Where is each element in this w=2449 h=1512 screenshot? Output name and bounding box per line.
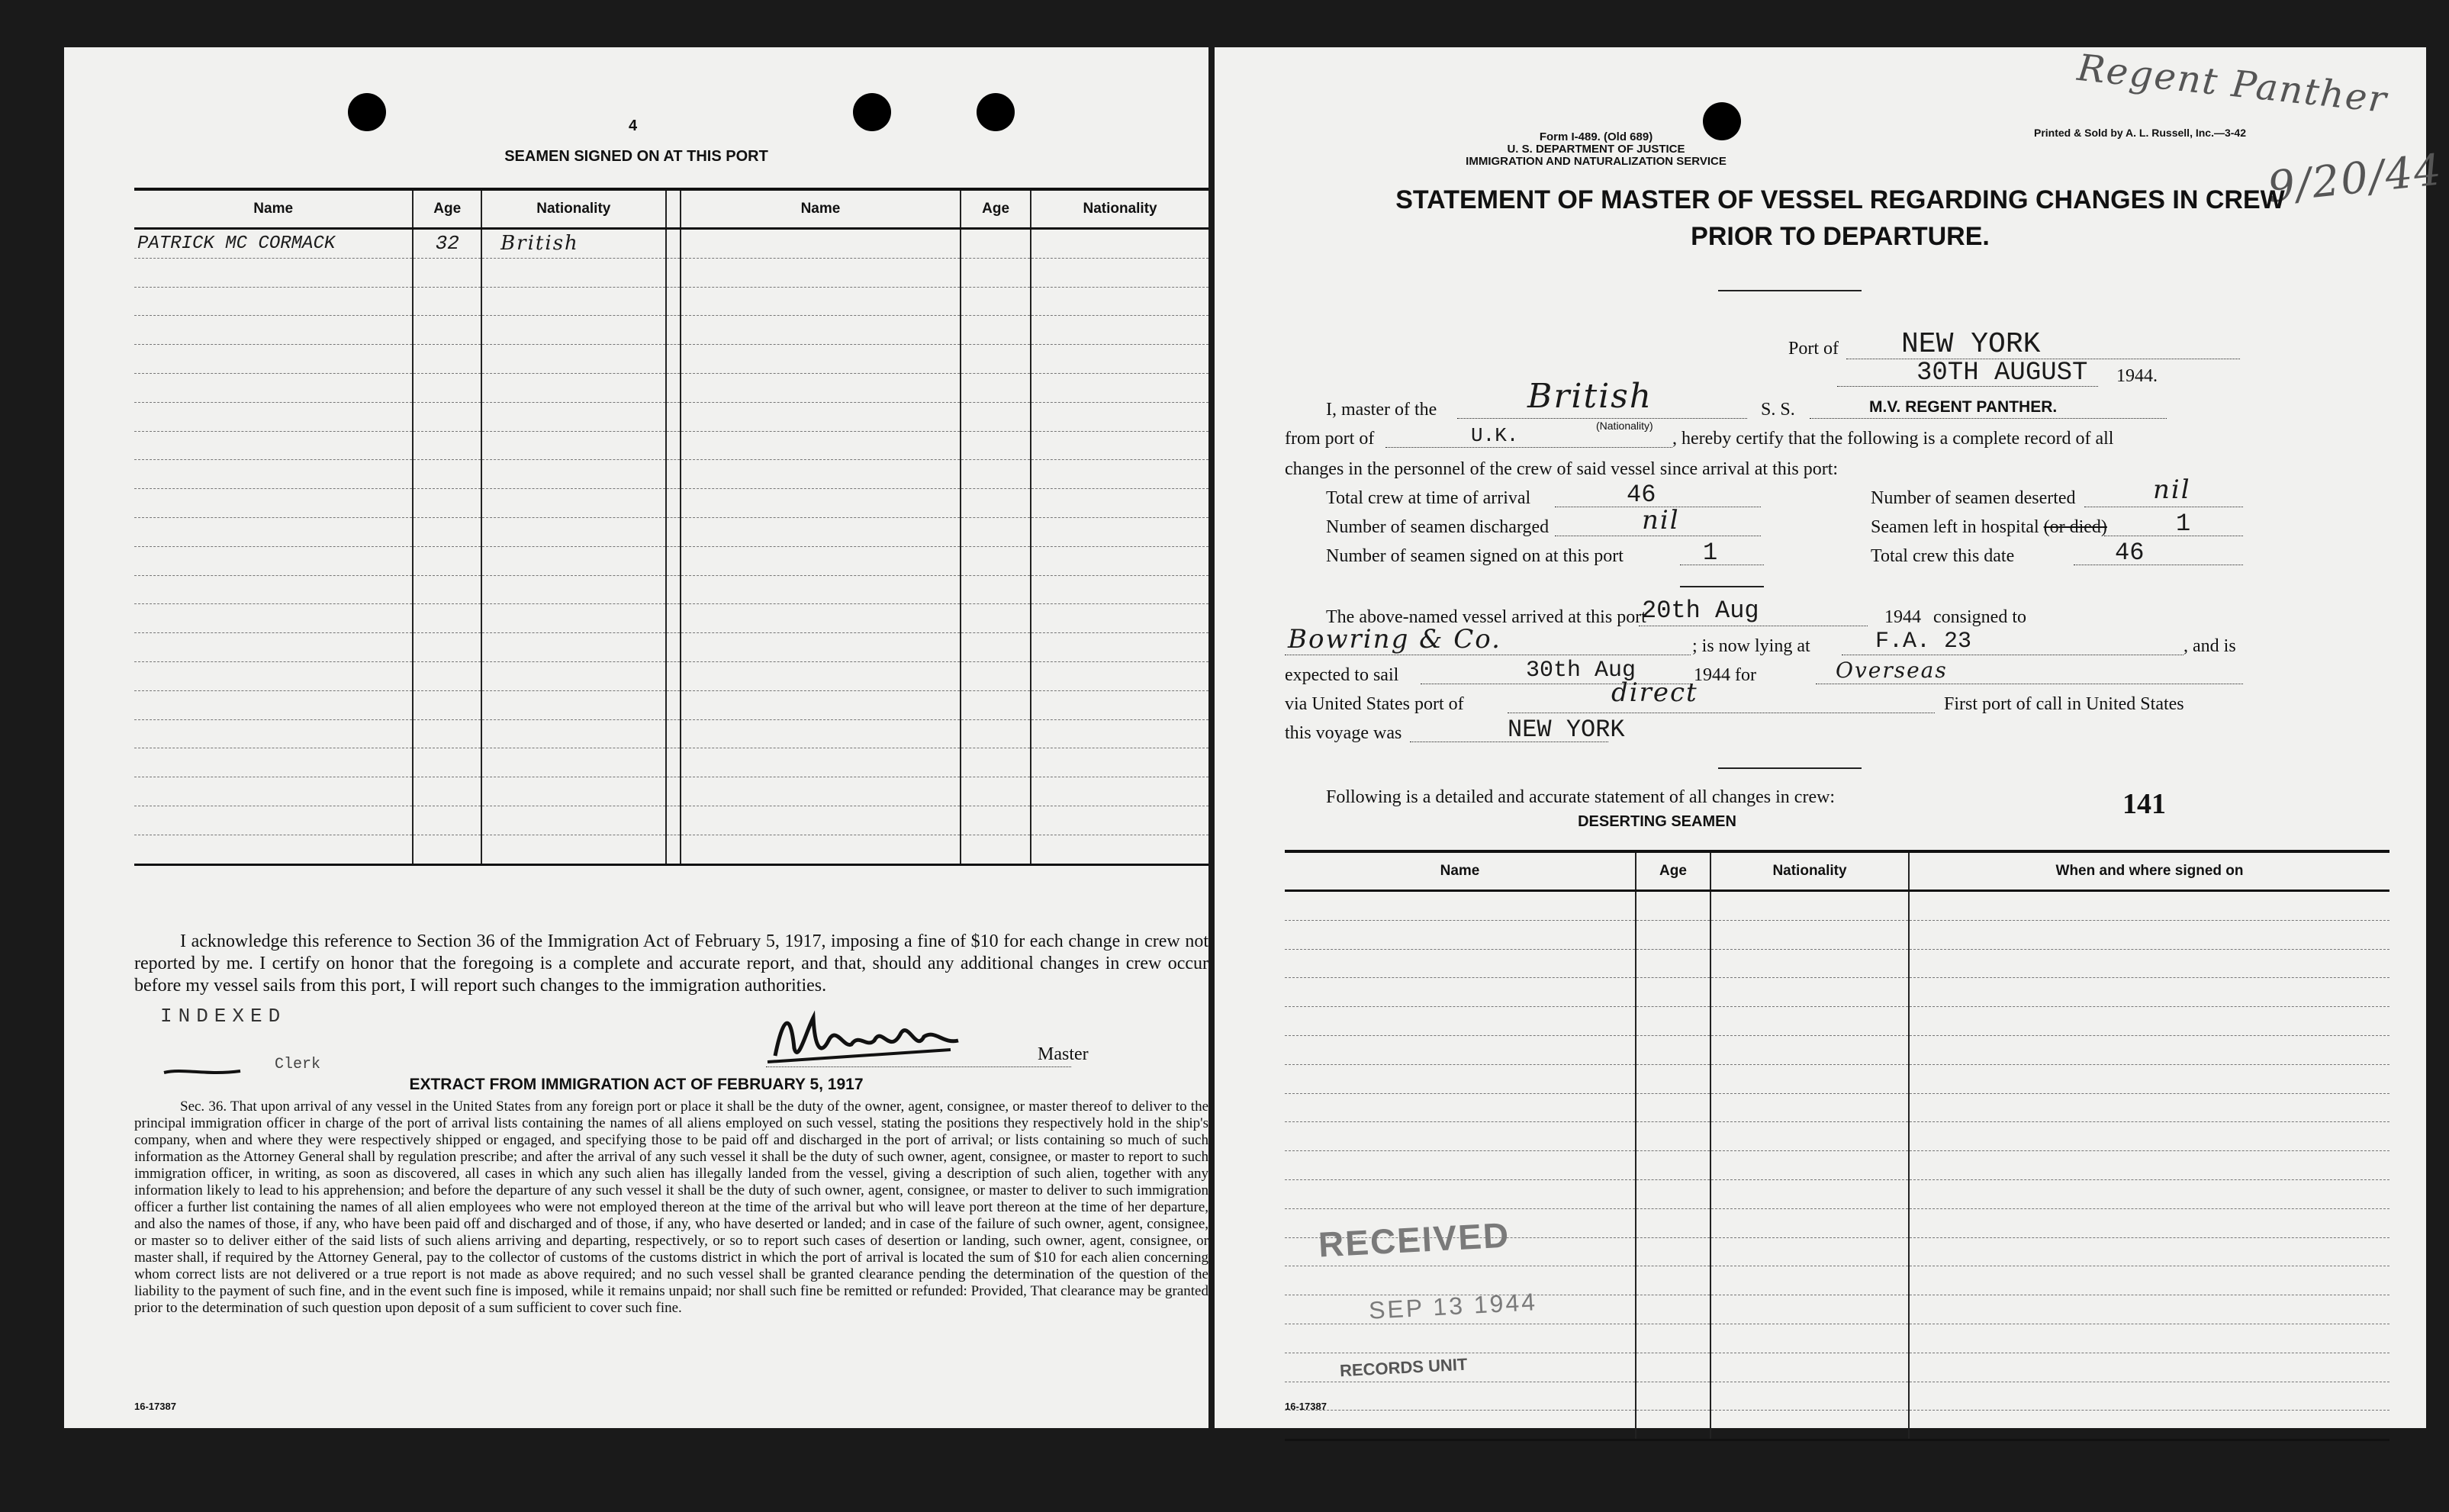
first-port-label: First port of call in United States	[1944, 694, 2184, 714]
deserted-value: nil	[2153, 475, 2191, 505]
from-port-value: U.K.	[1471, 424, 1519, 447]
column-header: Age	[413, 189, 481, 229]
via-label: via United States port of	[1285, 694, 1464, 714]
stamp-number: 141	[2122, 788, 2166, 820]
clerk-label: Clerk	[275, 1056, 321, 1073]
form-header	[1367, 131, 1825, 168]
master-of-label: I, master of the	[1326, 400, 1437, 420]
deserted-label: Number of seamen deserted	[1871, 488, 2076, 508]
total-arrival-value: 46	[1627, 481, 1656, 509]
signed-on-value: 1	[1703, 539, 1718, 567]
and-is-label: , and is	[2184, 636, 2236, 656]
table-row	[1285, 1151, 2389, 1180]
extract-text: Sec. 36. That upon arrival of any vessel in the United States from any foreign port or place it shall be the duty of the owner, agent, consignee, or master thereof to deliver to the principal immigration officer in charge of the port of arrival lists containing the names of all aliens employed on such vessel, stating the positions they respectively hold in the ship's company, when and where they were respectively shipped or engaged, and specifying those to be paid off and discharged in the port of arrival; or lists containing so much of such information as the Attorney General shall by regulation prescribe; and after the arrival of any such vessel it shall be the duty of such owner, agent, consignee, or master to report to such immigration officer, in writing, as soon as discovered, all cases in which any such alien has illegally landed from the vessel, giving a description of such alien, together with any information likely to lead to his apprehension; and before the departure of any such vessel it shall be the duty of such owner, agent, consignee, or master to deliver to such immigration officer a further list containing the names of all alien employees who were not employed thereon at the time of the arrival but who will leave port thereon at the time of her departure, and also the names of those, if any, who have been paid off and discharged and of those, if any, who have deserted or landed; and in case of the failure of such owner, agent, consignee, or master so to deliver either of the said lists of such aliens arriving and departing, respectively, or so to report such cases of desertion or landing, such owner, agent, consignee, or master shall, if required by the Attorney General, pay to the collector of customs of the customs district in which the port of arrival is located the sum of $10 for each alien concerning whom correct lists are not delivered or a true report is not made as above required; and no such vessel shall be granted clearance pending the determination of the question of the liability to the payment of such fine, and in the event such fine is imposed, while it remains unpaid; nor shall such fine be remitted or refunded: Provided, That clearance may be granted prior to the determination of such question upon deposit of a sum sufficient to cover such fine.	[134, 1099, 1208, 1316]
column-header: Age	[1636, 851, 1710, 891]
seaman-name: PATRICK MC CORMACK	[134, 229, 413, 259]
column-header: Nationality	[1710, 851, 1909, 891]
right-page	[1215, 46, 2445, 1428]
table-row	[134, 690, 1208, 719]
table-row	[1285, 1266, 2389, 1295]
table-row	[134, 777, 1208, 806]
punch-hole	[853, 93, 891, 131]
hospital-struck-text: (or died)	[2043, 517, 2107, 537]
form-title	[1276, 182, 2405, 255]
table-row	[1285, 1093, 2389, 1122]
table-row	[134, 806, 1208, 835]
records-unit-stamp: RECORDS UNIT	[1339, 1354, 1468, 1381]
column-header: Name	[134, 189, 413, 229]
total-arrival-label: Total crew at time of arrival	[1326, 488, 1531, 508]
expected-year: 1944 for	[1694, 665, 1756, 685]
seaman-nationality: British	[481, 229, 665, 259]
lying-value: F.A. 23	[1875, 629, 1972, 655]
arrived-year: 1944	[1884, 607, 1921, 627]
table-row	[134, 604, 1208, 633]
column-header: Nationality	[1031, 189, 1208, 229]
table-row	[1285, 891, 2389, 921]
table-row	[134, 575, 1208, 604]
printer-line: Printed & Sold by A. L. Russell, Inc.—3-42	[2034, 127, 2246, 139]
table-row	[134, 460, 1208, 489]
table-row	[1285, 978, 2389, 1007]
table-row	[1285, 1382, 2389, 1411]
voyage-label: this voyage was	[1285, 723, 1402, 743]
deserting-table	[1285, 850, 2389, 1441]
page-number: 4	[629, 117, 638, 134]
discharged-value: nil	[1642, 505, 1680, 536]
following-text: Following is a detailed and accurate statement of all changes in crew:	[1326, 787, 1836, 807]
table-row	[134, 316, 1208, 345]
table-row	[134, 229, 1208, 259]
vessel-value: M.V. REGENT PANTHER.	[1869, 398, 2058, 416]
voyage-value: NEW YORK	[1508, 716, 1625, 744]
table-row	[134, 748, 1208, 777]
department: U. S. DEPARTMENT OF JUSTICE	[1507, 143, 1685, 156]
table-row	[134, 431, 1208, 460]
hospital-value: 1	[2176, 510, 2191, 538]
left-page	[64, 47, 1208, 1428]
table-row	[134, 345, 1208, 374]
port-value: NEW YORK	[1901, 328, 2041, 361]
punch-hole	[348, 93, 386, 131]
signed-on-table	[134, 188, 1208, 866]
signed-on-label: Number of seamen signed on at this port	[1326, 546, 1624, 566]
table-row	[134, 633, 1208, 662]
punch-hole	[977, 93, 1015, 131]
arrived-label: The above-named vessel arrived at this port	[1326, 607, 1646, 627]
form-code: 16-17387	[134, 1401, 176, 1412]
handwritten-date-note: 9/20/44	[2265, 145, 2445, 213]
hospital-label	[1871, 517, 2107, 538]
consignee: Bowring & Co.	[1288, 624, 1501, 655]
received-date-stamp: SEP 13 1944	[1368, 1288, 1538, 1324]
expected-date: 30th Aug	[1526, 658, 1636, 684]
section-title: SEAMEN SIGNED ON AT THIS PORT	[504, 148, 768, 165]
certify-text: , hereby certify that the following is a complete record of all	[1672, 429, 2114, 449]
via-value: direct	[1611, 677, 1698, 708]
table-row	[1285, 920, 2389, 949]
column-header: When and where signed on	[1909, 851, 2389, 891]
table-row	[1285, 1411, 2389, 1440]
table-row	[1285, 1324, 2389, 1353]
deserting-title: DESERTING SEAMEN	[1578, 813, 1736, 830]
table-row	[1285, 1122, 2389, 1151]
service: IMMIGRATION AND NATURALIZATION SERVICE	[1466, 155, 1727, 168]
handwritten-vessel-note: Regent Panther	[2075, 46, 2390, 122]
table-row	[1285, 1035, 2389, 1064]
indexed-stamp: INDEXED	[160, 1005, 287, 1028]
table-row	[134, 661, 1208, 690]
table-row	[1285, 949, 2389, 978]
table-header	[134, 189, 1208, 229]
destination: Overseas	[1836, 658, 1948, 683]
expected-label: expected to sail	[1285, 665, 1399, 685]
column-header: Nationality	[481, 189, 665, 229]
column-header: Name	[681, 189, 961, 229]
certify-text-2: changes in the personnel of the crew of said vessel since arrival at this port:	[1285, 459, 1839, 479]
discharged-label: Number of seamen discharged	[1326, 517, 1550, 537]
form-code: 16-17387	[1285, 1401, 1327, 1412]
arrived-date: 20th Aug	[1642, 597, 1759, 625]
table-row	[1285, 1179, 2389, 1208]
ss-label: S. S.	[1761, 400, 1795, 420]
hospital-text: Seamen left in hospital	[1871, 517, 2039, 537]
date-value: 30TH AUGUST	[1916, 359, 2088, 388]
total-date-label: Total crew this date	[1871, 546, 2015, 566]
table-row	[134, 258, 1208, 287]
table-row	[134, 287, 1208, 316]
table-row	[1285, 1064, 2389, 1093]
year-value: 1944.	[2116, 366, 2158, 386]
title-line-2: PRIOR TO DEPARTURE.	[1691, 222, 1990, 251]
column-header: Age	[961, 189, 1031, 229]
received-stamp: RECEIVED	[1317, 1214, 1511, 1265]
total-date-value: 46	[2115, 539, 2145, 567]
table-row	[134, 402, 1208, 431]
table-row	[134, 835, 1208, 864]
table-row	[134, 373, 1208, 402]
table-header	[1285, 851, 2389, 891]
table-row	[134, 719, 1208, 748]
consigned-label: consigned to	[1933, 607, 2026, 627]
master-label: Master	[1038, 1044, 1089, 1064]
seaman-age: 32	[413, 229, 481, 259]
nationality-value: British	[1527, 377, 1653, 416]
lying-label: ; is now lying at	[1692, 636, 1810, 656]
from-port-label: from port of	[1285, 429, 1375, 449]
nationality-caption: (Nationality)	[1596, 420, 1653, 432]
port-label: Port of	[1788, 339, 1839, 359]
column-header: Name	[1285, 851, 1636, 891]
table-row	[134, 489, 1208, 518]
acknowledgement-text: I acknowledge this reference to Section 36 of the Immigration Act of February 5, 1917, imposing a fine of $10 for each change in crew not reported by me. I certify on honor that the foregoing is a complete and accurate report, and that, should any additional changes in crew occur before my vessel sails from this port, I will report such changes to the immigration authorities.	[134, 931, 1208, 996]
form-number: Form I-489. (Old 689)	[1539, 130, 1653, 143]
master-signature	[760, 1002, 989, 1071]
extract-title: EXTRACT FROM IMMIGRATION ACT OF FEBRUARY 5, 1917	[409, 1076, 864, 1093]
table-row	[1285, 1007, 2389, 1036]
title-line-1: STATEMENT OF MASTER OF VESSEL REGARDING CHANGES IN CREW	[1395, 185, 2285, 214]
table-row	[134, 517, 1208, 546]
table-row	[134, 546, 1208, 575]
